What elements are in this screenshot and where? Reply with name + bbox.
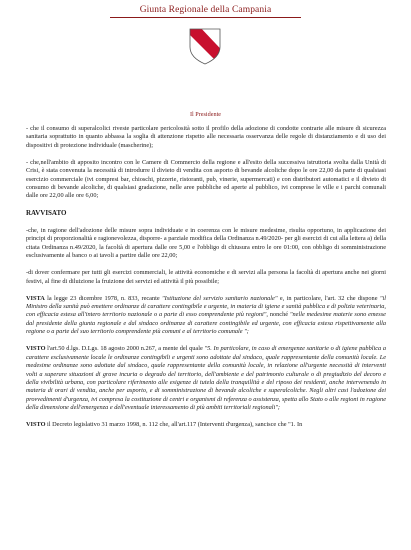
vista-text: la legge 23 dicembre 1978, n. 833, recante [44,294,163,302]
document-body [26,125,386,430]
paragraph-chamber-meeting: - che,nell'ambito di apposito incontro con le Camere di Commercio della regione e all'esito della successiva istruttoria svolta dalla Unità di Crisi, è stata convenuta la necessità di introdurre il divieto di vendita con asporto di bevande alcoliche dopo le ore 22,00 da parte di qualsiasi esercizio commerciale (ivi compresi bar, chioschi, pizzerie, ristoranti, pub, vinerie, supermercati) e con distributori automatici e il divieto di consumo di bevande alcoliche, di qualsiasi gradazione, nelle aree pubbliche ed aperte al pubblico, ivi comprese le ville e i parchi comunali dalle ore 22,00 alle ore 6,00; [26,158,386,200]
paragraph-opening-hours: -che, in ragione dell'adozione delle misure sopra individuate e in coerenza con le misure medesime, risulta opportuno, in applicazione dei principi di proporzionalità e ragionevolezza, disporre- a parziale modifica della Ordinanza n.49/2020- per gli esercizi di cui alla lettera a) della citata Ordinanza n.49/2020, la facoltà di apertura dalle ore 5,00 e l'obbligo di chiusura entro le ore 01:00, con obbligo di somministrazione esclusivamente al banco o ai tavoli a partire dalle ore 22,00; [26,227,386,260]
vista-text-2: e, in particolare, l'art. 32 che dispone [277,294,380,302]
vista-quote-minister: "il Ministro della sanità può emettere ordinanze di carattere contingibile e urgente, in materia di igiene e sanità pubblica e di polizia veterinaria, con efficacia estesa all'intero territorio nazionale o a parte di esso comprendente più regioni" [26,294,387,319]
vista-quote-president: "nelle medesime materie sono emesse dal presidente della giunta regionale e dal sindaco ordinanze di carattere contingibile ed urgente, con efficacia estesa rispettivamente alla regione o a parte del suo territorio comprendente più comuni e al territorio comunale "; [26,311,386,336]
campania-coat-of-arms-icon [188,27,222,65]
office-label: Il Presidente [189,111,222,118]
paragraph-alcohol-risk: - che il consumo di superalcolici riveste particolare pericolosità sotto il profilo della adozione di condotte contrarie alle misure di sicurezza sanitaria soprattutto in quanto abbassa la soglia di attenzione rispetto alle necessaria osservanza delle regole di distanziamento e di uso dei dispositivi di protezione individuale (mascherine); [26,125,386,149]
header-title: Giunta Regionale della Campania [139,5,272,15]
visto-label: VISTO [26,345,46,353]
visto-text: l'art.50 d.lgs. D.Lgs. 18 agosto 2000 n.267, a mente del quale [45,345,205,353]
section-heading-ravvisato: RAVVISATO [26,209,67,218]
vista-text-3: , nonché [266,311,290,319]
visto-label: VISTO [26,421,46,429]
paragraph-visto-art50 [26,345,386,412]
paragraph-visto-dlgs-112 [26,421,386,429]
paragraph-vista-law-833 [26,295,386,337]
header-rule [110,17,301,18]
visto-text: il Decreto legislativo 31 marzo 1998, n. 112 che, all'art.117 (Interventi d'urgenza), sancisce che "1. In [45,421,303,429]
visto-quote-art50: "5. In particolare, in caso di emergenze sanitarie o di igiene pubblica a carattere esclusivamente locale le ordinanze contingibili e urgenti sono adottate dal sindaco, quale rappresentante della comunità locale. Le medesime ordinanze sono adottate dal sindaco, quale rappresentante della comunità locale, in relazione all'urgente necessità di interventi volti a superare situazioni di grave incuria o degrado del territorio, dell'ambiente e del patrimonio culturale o di pregiudizio del decoro e della vivibilità urbana, con particolare riferimento alle esigenze di tutela della tranquillità e del riposo dei residenti, anche intervenendo in materia di orari di vendita, anche per asporto, e di somministrazione di bevande alcoliche e superalcoliche. Negli altri casi l'adozione dei provvedimenti d'urgenza, ivi compresa la costituzione di centri e organismi di referenza o assistenza, spetta allo Stato o alle regioni in ragione della dimensione dell'emergenza e dell'eventuale interessamento di più ambiti territoriali regionali"; [26,345,387,412]
paragraph-holiday-opening: -di dover confermare per tutti gli esercizi commerciali, le attività economiche e di servizi alla persona la facoltà di apertura anche nei giorni festivi, al fine di diluizione la fruizione dei servizi ed attività il più possibile; [26,269,386,285]
vista-quote-title: "Istituzione del servizio sanitario nazionale" [162,294,278,302]
vista-label: VISTA [26,294,45,302]
